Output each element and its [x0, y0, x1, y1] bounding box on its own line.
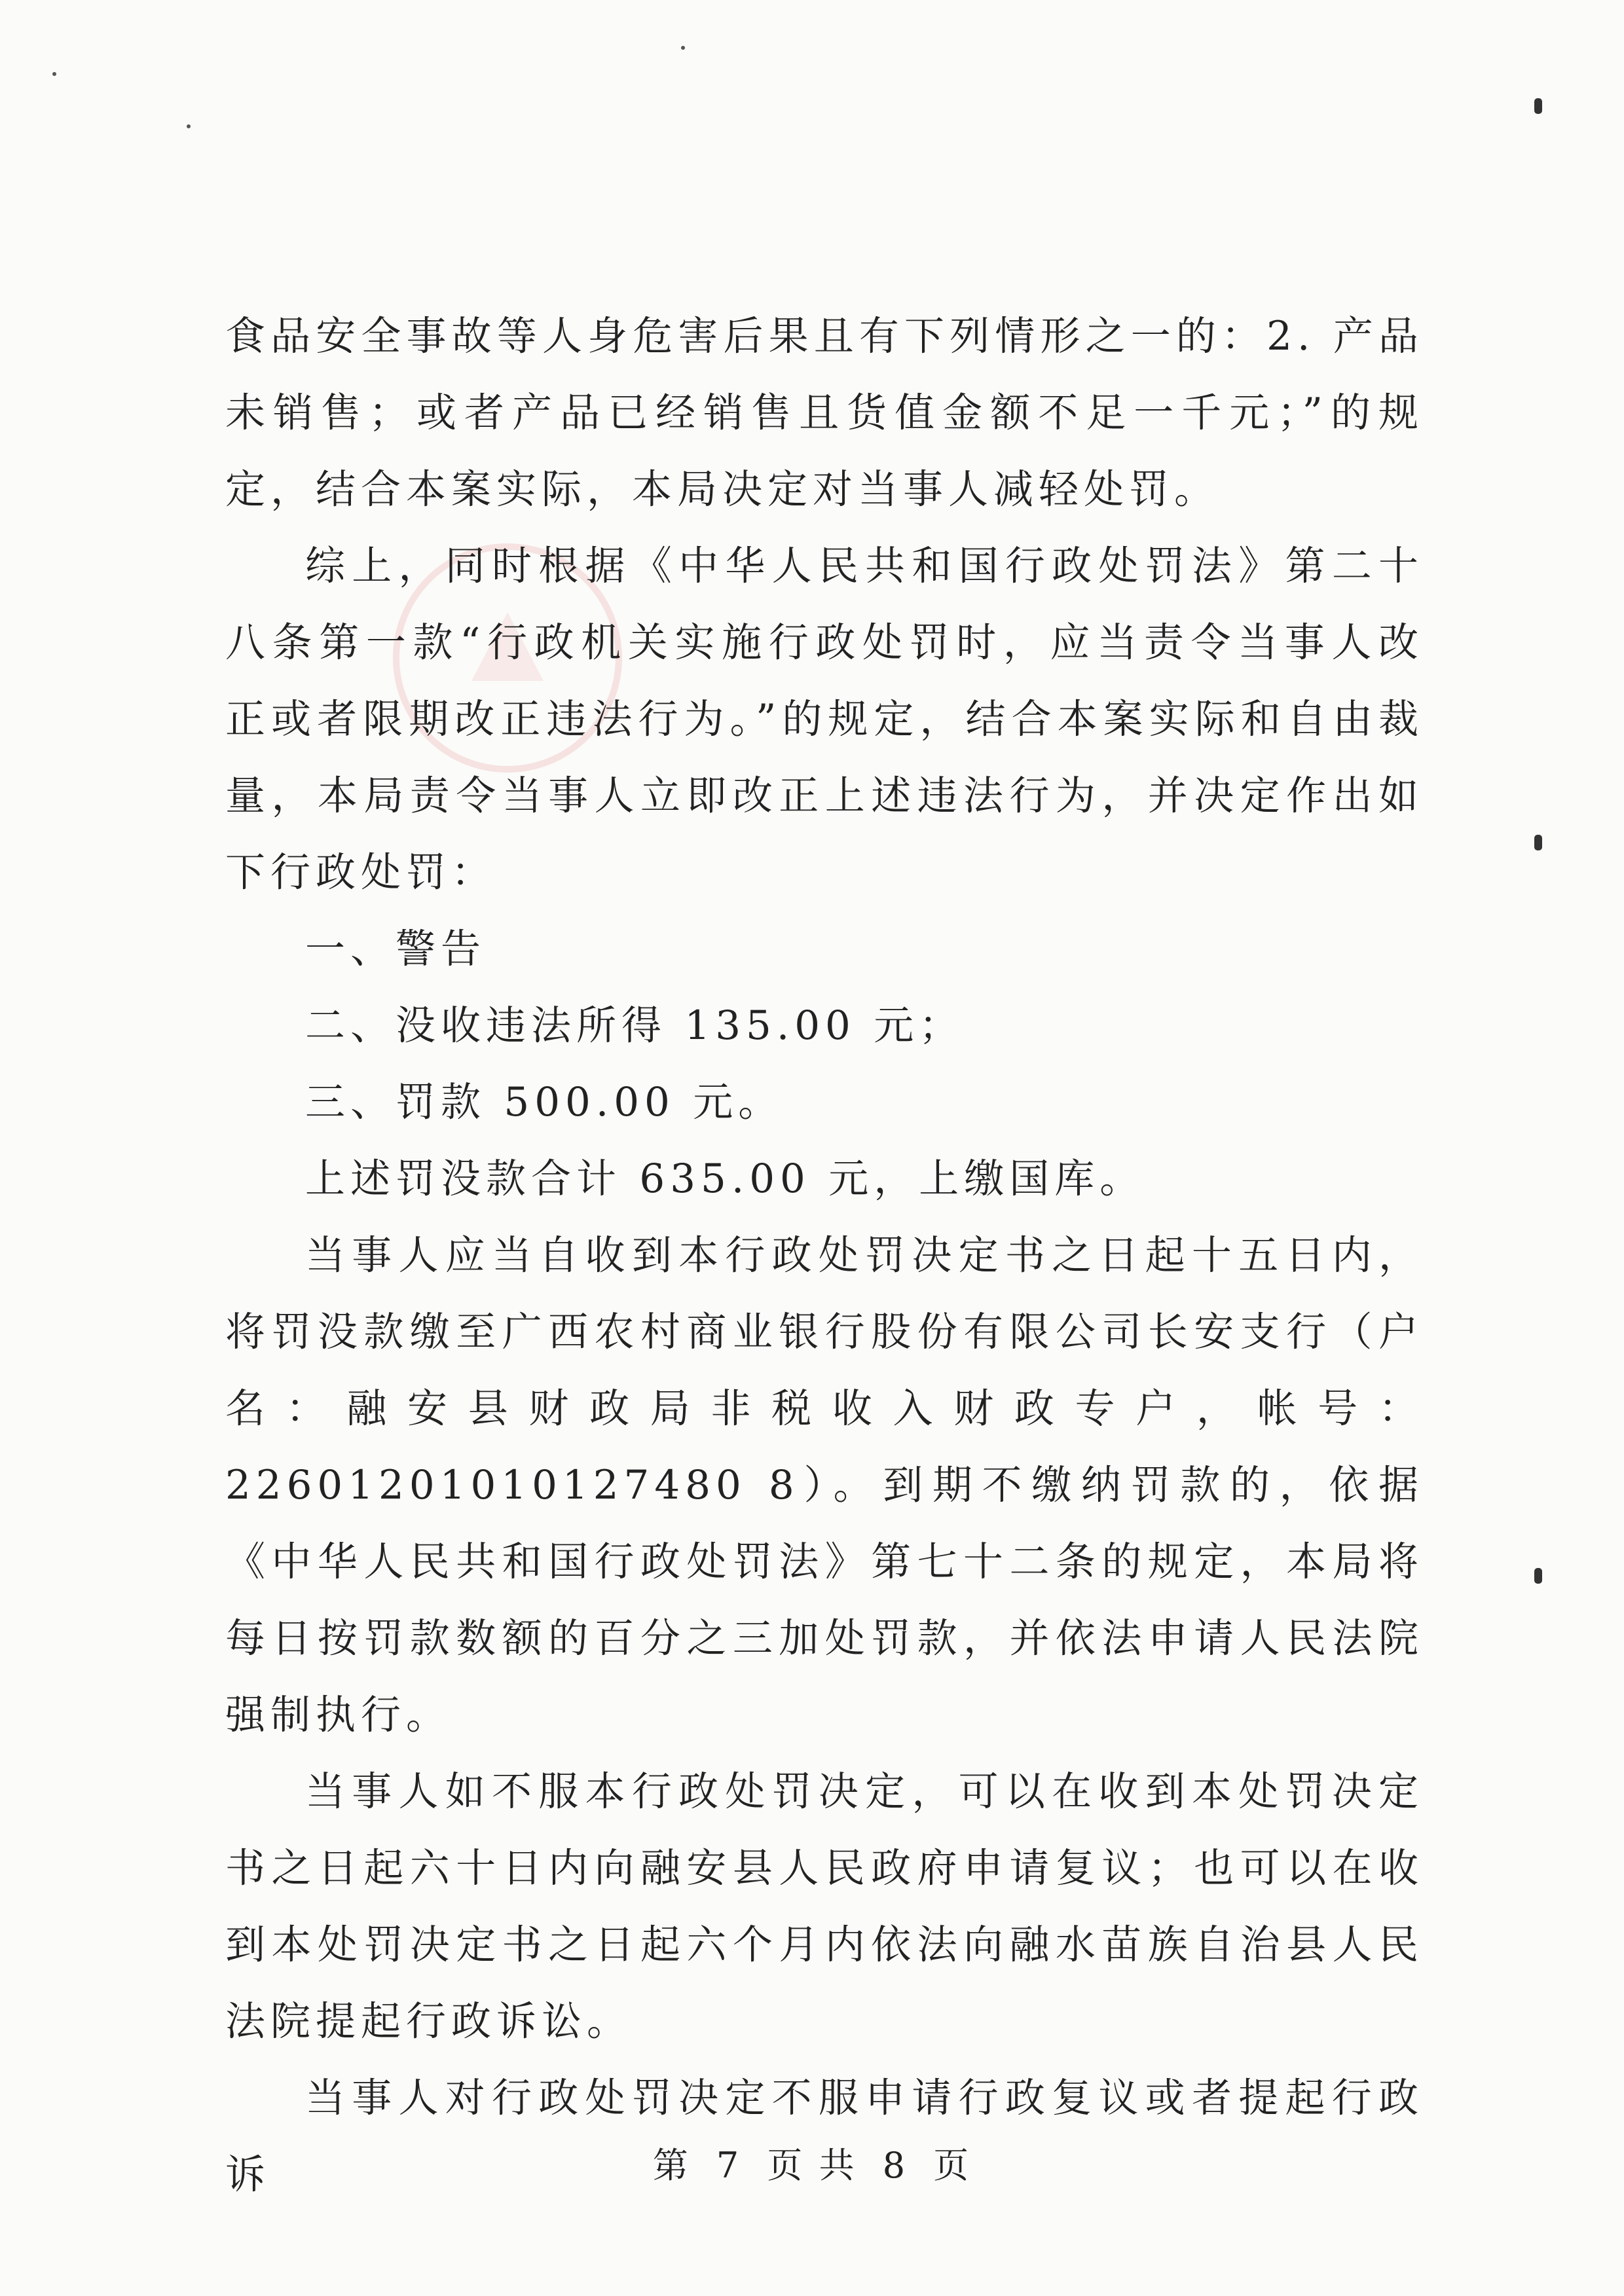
binding-hole-mark — [1534, 835, 1542, 850]
binding-hole-mark — [1534, 98, 1542, 114]
scan-speck — [52, 72, 56, 76]
scan-speck — [187, 124, 191, 128]
body-paragraph: 综上，同时根据《中华人民共和国行政处罚法》第二十八条第一款“行政机关实施行政处罚时，应当责令当事人改正或者限期改正违法行为。”的规定，结合本案实际和自由裁量，本局责令当事人立即改正上述违法行为，并决定作出如下行政处罚： — [225, 543, 1424, 896]
penalty-item: 一、警告 — [305, 926, 487, 972]
body-paragraph: 食品安全事故等人身危害后果且有下列情形之一的：2. 产品未销售；或者产品已经销售且货值金额不足一千元；”的规定，结合本案实际，本局决定对当事人减轻处罚。 — [225, 313, 1424, 513]
scan-speck — [681, 46, 685, 50]
footer-middle: 页 共 — [767, 2145, 857, 2186]
body-paragraph: 当事人对行政处罚决定不服申请行政复议或者提起行政诉 — [225, 2075, 1424, 2198]
body-paragraph: 当事人应当自收到本行政处罚决定书之日起十五日内，将罚没款缴至广西农村商业银行股份有限公司长安支行（户名：融安县财政局非税收入财政专户，帐号：22601201010127480 8）。到期不缴纳罚款的，依据《中华人民共和国行政处罚法》第七十二条的规定，本局将每日按罚款数额的百分之三加处罚款，并依法申请人民法院强制执行。 — [225, 1232, 1424, 1738]
footer-suffix: 页 — [933, 2145, 972, 2186]
body-paragraph: 当事人如不服本行政处罚决定，可以在收到本处罚决定书之日起六十日内向融安县人民政府申请复议；也可以在收到本处罚决定书之日起六个月内依法向融水苗族自治县人民法院提起行政诉讼。 — [225, 1768, 1424, 2045]
document-body — [225, 298, 1424, 2213]
footer-prefix: 第 — [652, 2145, 691, 2186]
penalty-total: 上述罚没款合计 635.00 元，上缴国库。 — [305, 1156, 1145, 1202]
penalty-item: 三、罚款 500.00 元。 — [305, 1079, 784, 1125]
binding-hole-mark — [1534, 1568, 1542, 1584]
penalty-item: 二、没收违法所得 135.00 元； — [305, 1002, 965, 1049]
page-number-footer — [0, 2138, 1624, 2188]
current-page-number: 7 — [716, 2145, 742, 2186]
total-pages-number: 8 — [882, 2145, 908, 2186]
